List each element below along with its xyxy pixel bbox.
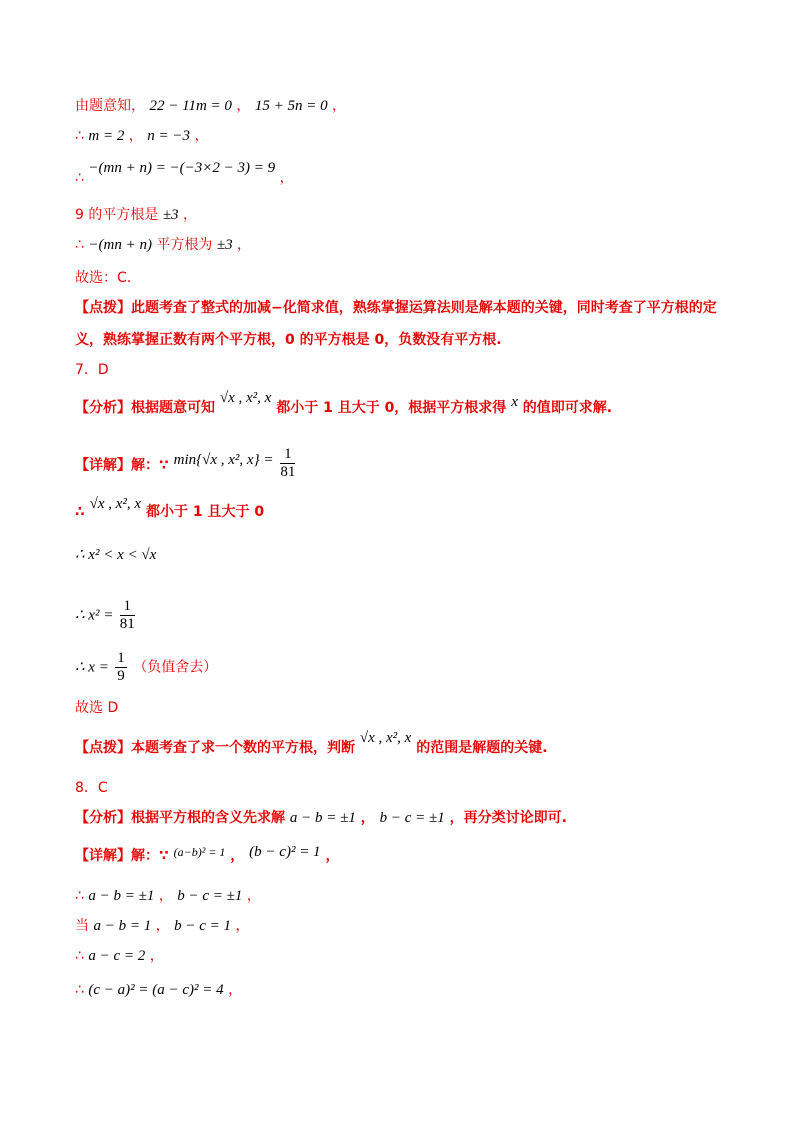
end-mark: ， <box>183 207 197 223</box>
plus-minus-3: ±3 <box>216 237 233 253</box>
equation-m: m = 2 <box>88 128 125 144</box>
q8-detail <box>75 846 339 866</box>
q7-math-set: √x , x², x <box>219 390 272 406</box>
equation-15-5n: 15 + 5n = 0 <box>254 98 328 114</box>
fraction-denominator: 81 <box>119 616 135 632</box>
q8-analysis <box>75 808 567 828</box>
detail-text: 【详解】解：∵ <box>75 848 169 864</box>
range-text: 都小于 1 且大于 0 <box>145 504 265 520</box>
end-mark: ， <box>194 128 209 144</box>
q7-choice <box>75 698 118 718</box>
tip-paragraph-line2 <box>75 330 502 350</box>
q7-analysis <box>75 390 613 418</box>
end-mark: ， <box>228 982 243 998</box>
question-8-heading <box>75 778 108 798</box>
analysis-text: ，再分类讨论即可. <box>449 810 567 826</box>
end-mark: ， <box>332 98 347 114</box>
separator: ， <box>236 98 251 114</box>
fraction-1-81 <box>280 446 295 481</box>
fraction-numerator: 1 <box>120 598 135 616</box>
choice-text: 故选：C. <box>75 270 132 286</box>
end-mark: ， <box>246 888 261 904</box>
q7-line5 <box>75 598 137 633</box>
inequality-chain: ∴ x² < x < √x <box>75 547 157 563</box>
q7-min-expression: min{√x , x², x} = <box>173 451 274 468</box>
therefore-symbol: ∴ <box>75 504 85 520</box>
end-mark: ， <box>279 170 294 186</box>
q7-detail <box>75 448 297 483</box>
therefore-symbol: ∴ <box>75 948 84 964</box>
analysis-text: 都小于 1 且大于 0，根据平方根求得 <box>276 400 507 416</box>
equation-n: n = −3 <box>147 128 190 144</box>
fraction-numerator: 1 <box>117 650 125 666</box>
therefore-symbol: ∴ <box>75 128 84 144</box>
end-mark: ， <box>149 948 164 964</box>
end-mark: ， <box>325 848 340 864</box>
separator: ， <box>158 888 173 904</box>
q7-tip <box>75 730 548 758</box>
tip-text: 的范围是解题的关键. <box>416 740 548 756</box>
analysis-text: 【分析】根据题意可知 <box>75 400 215 416</box>
equation-a-b-squared: (a−b)² = 1 <box>173 845 226 859</box>
choice-text: 故选 D <box>75 700 119 716</box>
q8-line4 <box>75 916 249 936</box>
question-7-heading <box>75 360 109 380</box>
equation-expression: −(mn + n) = −(−3×2 − 3) = 9 <box>88 160 276 176</box>
expression: −(mn + n) <box>88 237 152 253</box>
x-equation: ∴ x = <box>75 659 109 676</box>
line-m-n-values <box>75 126 208 146</box>
q7-line4 <box>75 545 156 565</box>
q8-line6 <box>75 980 242 1000</box>
q7-math-set: √x , x², x <box>359 730 412 746</box>
case-text: 当 <box>75 918 89 934</box>
equation-b-minus-c: b − c = ±1 <box>177 888 243 904</box>
q8-line5 <box>75 946 164 966</box>
q8-line3 <box>75 886 261 906</box>
analysis-text: 【分析】根据平方根的含义先求解 <box>75 810 285 826</box>
tip-text: 【点拨】本题考查了求一个数的平方根，判断 <box>75 740 355 756</box>
q7-line6 <box>75 650 217 685</box>
equation-a-minus-b: a − b = ±1 <box>88 888 155 904</box>
equation-a-minus-c: a − c = 2 <box>88 948 146 964</box>
separator: ， <box>360 810 375 826</box>
q7-math-set: √x , x², x <box>89 496 142 512</box>
separator: ， <box>128 128 143 144</box>
line-choice <box>75 268 131 288</box>
given-text: 由题意知， <box>75 98 145 114</box>
equation-squares: (c − a)² = (a − c)² = 4 <box>88 982 224 998</box>
plus-minus-3: ±3 <box>162 207 179 223</box>
end-mark: ， <box>235 918 250 934</box>
fraction-1-81 <box>120 598 135 633</box>
x-squared-equation: ∴ x² = <box>75 607 114 624</box>
fraction-denominator: 81 <box>280 464 296 480</box>
equation-b-minus-c: b − c = ±1 <box>379 810 445 826</box>
end-mark: ， <box>237 237 252 253</box>
separator: ， <box>230 848 245 864</box>
line-given <box>75 96 346 116</box>
fraction-1-9 <box>115 650 127 685</box>
therefore-symbol: ∴ <box>75 982 84 998</box>
tip-text: 义，熟练掌握正数有两个平方根，0 的平方根是 0，负数没有平方根. <box>75 332 502 348</box>
variable-x: x <box>511 394 518 410</box>
fraction-numerator: 1 <box>280 446 295 464</box>
equation-b-minus-c: b − c = 1 <box>174 918 232 934</box>
equation-b-c-squared: (b − c)² = 1 <box>249 844 321 860</box>
equation-22-11m: 22 − 11m = 0 <box>149 98 232 114</box>
fraction-denominator: 9 <box>117 668 125 684</box>
negative-discard-note: （负值舍去） <box>133 659 218 676</box>
tip-text: 【点拨】此题考查了整式的加减−化简求值，熟练掌握运算法则是解本题的关键，同时考查了平方根的定 <box>75 300 717 316</box>
question-number: 7．D <box>75 362 109 378</box>
analysis-text: 的值即可求解. <box>522 400 613 416</box>
therefore-symbol: ∴ <box>75 170 84 186</box>
separator: ， <box>155 918 170 934</box>
tip-paragraph-line1 <box>75 298 725 318</box>
q7-line3 <box>75 496 265 522</box>
question-number: 8．C <box>75 780 108 796</box>
line-expression-value <box>75 158 294 186</box>
sqrt-9-text: 9 的平方根是 <box>75 207 159 223</box>
detail-text: 【详解】解：∵ <box>75 457 169 474</box>
therefore-symbol: ∴ <box>75 888 84 904</box>
sqrt-text: 平方根为 <box>156 237 213 253</box>
equation-a-minus-b: a − b = ±1 <box>289 810 356 826</box>
line-expression-sqrt <box>75 235 251 255</box>
therefore-symbol: ∴ <box>75 237 84 253</box>
line-sqrt-9 <box>75 205 197 225</box>
equation-a-minus-b: a − b = 1 <box>93 918 152 934</box>
